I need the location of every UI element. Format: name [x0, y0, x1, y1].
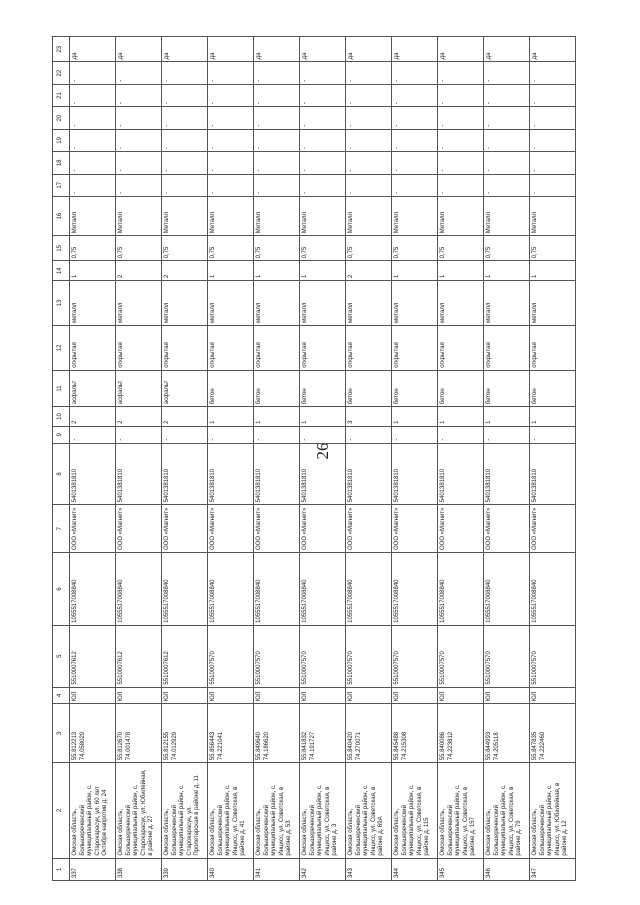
table-row — [208, 37, 254, 881]
table-cell: 1055517008840 — [254, 552, 300, 625]
table-cell: 339 — [162, 858, 208, 880]
table-cell: ООО «Магнит» — [438, 505, 484, 553]
table-cell: - — [116, 107, 162, 129]
table-row — [438, 37, 484, 881]
table-cell: 346 — [484, 858, 530, 880]
table-row — [346, 37, 392, 881]
table-cell: Омская область, Большереченский муниципальный район, с. Старокарасук, ул. 60 лет Октября напротив д. 24 — [70, 763, 116, 858]
table-cell: 1 — [392, 261, 438, 281]
table-cell: металл — [530, 281, 576, 326]
table-cell: 1 — [208, 407, 254, 427]
table-cell: 1 — [392, 407, 438, 427]
table-cell: 1 — [70, 261, 116, 281]
table-cell: Омская область, Большереченский муниципальный район, с. Инцисс, ул. Советская, в районе д. 157 — [438, 763, 484, 858]
table-cell: 1 — [254, 261, 300, 281]
table-cell: открытая — [438, 325, 484, 370]
header-cell: 8 — [53, 443, 70, 505]
table-cell: - — [484, 107, 530, 129]
table-row — [254, 37, 300, 881]
table-cell: 1 — [438, 407, 484, 427]
header-cell: 23 — [53, 37, 70, 62]
table-cell: 55.840420 74.270071 — [346, 704, 392, 763]
table-row — [392, 37, 438, 881]
table-cell: Омская область, Большереченский муниципальный район, с. Старокарасук, ул. Пролетарская в районе д. 11 — [162, 763, 208, 858]
table-cell: - — [162, 152, 208, 174]
table-cell: Омская область, Большереченский муниципальный район, с. Инцисс, ул. Советская, в районе д. 69А — [346, 763, 392, 858]
table-cell: - — [392, 426, 438, 443]
table-cell: металл — [254, 281, 300, 326]
table-cell: - — [484, 84, 530, 106]
table-cell: бетон — [254, 370, 300, 406]
table-cell: 5401381810 — [254, 443, 300, 505]
table-cell: открытая — [70, 325, 116, 370]
table-cell: открытая — [162, 325, 208, 370]
table-cell: - — [254, 426, 300, 443]
table-cell: - — [70, 152, 116, 174]
table-cell: 55.847835 74.222460 — [530, 704, 576, 763]
header-cell: 3 — [53, 704, 70, 763]
table-cell: - — [530, 84, 576, 106]
table-cell: 2 — [116, 261, 162, 281]
table-cell: - — [254, 152, 300, 174]
table-cell: - — [392, 107, 438, 129]
table-cell: 5401381810 — [392, 443, 438, 505]
table-cell: асфальт — [116, 370, 162, 406]
table-cell: открытая — [208, 325, 254, 370]
table-cell: - — [438, 174, 484, 196]
table-cell: - — [392, 152, 438, 174]
table-cell: 338 — [116, 858, 162, 880]
table-cell: 1 — [484, 407, 530, 427]
header-row — [53, 37, 70, 881]
table-cell: 2 — [162, 261, 208, 281]
table-row — [300, 37, 346, 881]
table-cell: - — [208, 107, 254, 129]
table-cell: - — [254, 62, 300, 84]
table-cell: 5401381810 — [70, 443, 116, 505]
table-cell: - — [530, 426, 576, 443]
table-cell: 2 — [116, 407, 162, 427]
table-cell: - — [484, 174, 530, 196]
table-cell: 0,75 — [530, 236, 576, 261]
header-cell: 11 — [53, 370, 70, 406]
header-cell: 19 — [53, 129, 70, 151]
table-cell: ООО «Магнит» — [116, 505, 162, 553]
header-cell: 17 — [53, 174, 70, 196]
table-cell: 55.849640 74.186620 — [254, 704, 300, 763]
table-cell: 1 — [254, 407, 300, 427]
table-cell: Омская область, Большереченский муниципальный район, с. Инцисс, ул. Советская, в районе д. 41 — [208, 763, 254, 858]
table-cell: - — [346, 152, 392, 174]
table-cell: 3 — [346, 407, 392, 427]
table-cell: - — [300, 426, 346, 443]
table-row — [530, 37, 576, 881]
table-cell: - — [70, 174, 116, 196]
table-cell: 5401381810 — [162, 443, 208, 505]
table-cell: ООО «Магнит» — [70, 505, 116, 553]
table-cell: 343 — [346, 858, 392, 880]
table-cell: 5510007570 — [530, 625, 576, 687]
table-cell: Металл — [254, 196, 300, 235]
table-cell: ЮЛ — [300, 687, 346, 704]
table-cell: ООО «Магнит» — [208, 505, 254, 553]
table-cell: 0,75 — [254, 236, 300, 261]
header-cell: 6 — [53, 552, 70, 625]
table-cell: Металл — [530, 196, 576, 235]
table-cell: Металл — [208, 196, 254, 235]
table-cell: металл — [116, 281, 162, 326]
page-number: 26 — [313, 442, 332, 460]
table-cell: - — [208, 426, 254, 443]
table-cell: ООО «Магнит» — [300, 505, 346, 553]
table-cell: да — [208, 37, 254, 62]
table-cell: - — [438, 152, 484, 174]
table-cell: 55.812213 74.058029 — [70, 704, 116, 763]
table-cell: Металл — [346, 196, 392, 235]
table-cell: ООО «Магнит» — [392, 505, 438, 553]
table-cell: 55.840086 74.223812 — [438, 704, 484, 763]
table-cell: Омская область, Большереченский муниципальный район, с. Инцисс, ул. Советская, в районе д. 115 — [392, 763, 438, 858]
table-row — [116, 37, 162, 881]
table-cell: - — [346, 107, 392, 129]
table-cell: - — [70, 107, 116, 129]
table-cell: металл — [300, 281, 346, 326]
table-cell: - — [346, 129, 392, 151]
table-cell: Металл — [392, 196, 438, 235]
table-cell: да — [530, 37, 576, 62]
header-cell: 22 — [53, 62, 70, 84]
table-cell: 1 — [208, 261, 254, 281]
table-cell: 0,75 — [162, 236, 208, 261]
table-cell: - — [530, 174, 576, 196]
table-cell: ООО «Магнит» — [162, 505, 208, 553]
table-cell: 0,75 — [438, 236, 484, 261]
table-cell: 2 — [70, 407, 116, 427]
table-cell: - — [116, 129, 162, 151]
table-cell: - — [162, 84, 208, 106]
table-cell: - — [484, 152, 530, 174]
table-cell: - — [484, 62, 530, 84]
table-cell: 1 — [300, 261, 346, 281]
table-cell: - — [438, 129, 484, 151]
header-cell: 13 — [53, 281, 70, 326]
table-cell: асфальт — [70, 370, 116, 406]
table-cell: 1 — [484, 261, 530, 281]
table-cell: ЮЛ — [162, 687, 208, 704]
table-cell: открытая — [530, 325, 576, 370]
table-cell: 0,75 — [484, 236, 530, 261]
table-cell: - — [392, 84, 438, 106]
table-row — [484, 37, 530, 881]
table-cell: - — [438, 84, 484, 106]
table-cell: ЮЛ — [530, 687, 576, 704]
table-cell: 2 — [346, 261, 392, 281]
table-row — [70, 37, 116, 881]
table-cell: металл — [346, 281, 392, 326]
table-cell: 5401381810 — [116, 443, 162, 505]
table-cell: бетон — [530, 370, 576, 406]
table-cell: 337 — [70, 858, 116, 880]
table-cell: 347 — [530, 858, 576, 880]
table-cell: 5510007570 — [346, 625, 392, 687]
table-cell: ЮЛ — [116, 687, 162, 704]
table-cell: ООО «Магнит» — [530, 505, 576, 553]
table-cell: открытая — [484, 325, 530, 370]
table-cell: - — [300, 174, 346, 196]
table-cell: асфальт — [162, 370, 208, 406]
table-cell: открытая — [254, 325, 300, 370]
table-cell: ООО «Магнит» — [254, 505, 300, 553]
table-cell: открытая — [300, 325, 346, 370]
table-cell: 340 — [208, 858, 254, 880]
table-cell: Омская область, Большереченский муниципальный район, с. Старокарасук, ул. Юбилейная, в районе д. 27 — [116, 763, 162, 858]
table-cell: - — [438, 107, 484, 129]
table-cell: 1 — [438, 261, 484, 281]
table-cell: - — [392, 129, 438, 151]
table-cell: 0,75 — [300, 236, 346, 261]
table-cell: - — [300, 62, 346, 84]
table-row — [162, 37, 208, 881]
table-cell: 342 — [300, 858, 346, 880]
table-cell: 55.844993 74.205118 — [484, 704, 530, 763]
table-cell: 1055517008840 — [162, 552, 208, 625]
table-cell: 5510007570 — [300, 625, 346, 687]
table-cell: да — [70, 37, 116, 62]
table-cell: Металл — [484, 196, 530, 235]
table-cell: - — [208, 174, 254, 196]
table-cell: 5401381810 — [300, 443, 346, 505]
table-cell: бетон — [300, 370, 346, 406]
table-cell: - — [392, 62, 438, 84]
table-cell: да — [254, 37, 300, 62]
table-cell: - — [162, 62, 208, 84]
header-cell: 21 — [53, 84, 70, 106]
table-cell: 1055517008840 — [484, 552, 530, 625]
table-cell: 344 — [392, 858, 438, 880]
table-cell: - — [300, 129, 346, 151]
table-cell: - — [300, 152, 346, 174]
table-cell: 1 — [530, 407, 576, 427]
table-cell: 1055517008840 — [300, 552, 346, 625]
table-cell: - — [208, 129, 254, 151]
table-cell: - — [116, 84, 162, 106]
table-cell: 1055517008840 — [346, 552, 392, 625]
table-cell: Металл — [162, 196, 208, 235]
table-cell: 55.856443 74.221041 — [208, 704, 254, 763]
table-cell: 5510007570 — [438, 625, 484, 687]
table-cell: - — [346, 174, 392, 196]
table-cell: - — [484, 426, 530, 443]
table-cell: Металл — [300, 196, 346, 235]
table-cell: - — [254, 84, 300, 106]
header-cell: 14 — [53, 261, 70, 281]
table-cell: ЮЛ — [484, 687, 530, 704]
header-cell: 9 — [53, 426, 70, 443]
table-cell: - — [162, 426, 208, 443]
table-cell: 5401381810 — [530, 443, 576, 505]
header-cell: 12 — [53, 325, 70, 370]
table-cell: 1055517008840 — [438, 552, 484, 625]
table-body — [53, 37, 576, 881]
table-cell: - — [162, 107, 208, 129]
table-cell: - — [530, 107, 576, 129]
register-table — [52, 36, 576, 881]
table-cell: бетон — [392, 370, 438, 406]
table-cell: металл — [208, 281, 254, 326]
table-cell: - — [116, 62, 162, 84]
table-cell: - — [438, 62, 484, 84]
table-cell: - — [530, 129, 576, 151]
table-cell: бетон — [438, 370, 484, 406]
table-cell: 55.812155 74.012929 — [162, 704, 208, 763]
table-cell: - — [530, 152, 576, 174]
table-cell: 5401381810 — [346, 443, 392, 505]
table-cell: - — [70, 62, 116, 84]
table-cell: - — [208, 62, 254, 84]
table-cell: 2 — [162, 407, 208, 427]
register-table-wrapper — [52, 36, 584, 881]
table-cell: ООО «Магнит» — [484, 505, 530, 553]
table-cell: - — [116, 152, 162, 174]
table-cell: Металл — [116, 196, 162, 235]
table-cell: - — [530, 62, 576, 84]
table-cell: 5401381810 — [438, 443, 484, 505]
table-cell: Омская область, Большереченский муниципальный район, с. Инцисс, ул. Советская, в районе д. 3 — [300, 763, 346, 858]
table-cell: да — [300, 37, 346, 62]
table-cell: бетон — [208, 370, 254, 406]
table-cell: 345 — [438, 858, 484, 880]
table-cell: ЮЛ — [70, 687, 116, 704]
table-cell: - — [162, 129, 208, 151]
table-cell: - — [208, 84, 254, 106]
table-cell: 55.845488 74.215308 — [392, 704, 438, 763]
table-cell: - — [346, 426, 392, 443]
table-cell: металл — [438, 281, 484, 326]
table-cell: 5510007612 — [116, 625, 162, 687]
header-cell: 2 — [53, 763, 70, 858]
table-cell: - — [162, 174, 208, 196]
table-cell: открытая — [346, 325, 392, 370]
table-cell: 1055517008840 — [208, 552, 254, 625]
table-cell: - — [438, 426, 484, 443]
table-cell: да — [484, 37, 530, 62]
table-cell: открытая — [392, 325, 438, 370]
table-cell: да — [116, 37, 162, 62]
table-cell: Омская область, Большереченский муниципальный район, с. Инцисс, ул. Советская, в районе д. 53 — [254, 763, 300, 858]
table-cell: - — [254, 174, 300, 196]
table-cell: 0,75 — [392, 236, 438, 261]
table-cell: 5510007570 — [254, 625, 300, 687]
table-cell: металл — [70, 281, 116, 326]
table-cell: 55.841832 74.191727 — [300, 704, 346, 763]
table-cell: Металл — [438, 196, 484, 235]
table-cell: - — [254, 107, 300, 129]
table-cell: 0,75 — [208, 236, 254, 261]
table-cell: Омская область, Большереченский муниципальный район, с. Инцисс, ул. Советская, в районе д. 79 — [484, 763, 530, 858]
header-cell: 18 — [53, 152, 70, 174]
table-cell: Омская область, Большереченский муниципальный район, с. Инцисс, ул. Юбилейная, в районе д. 12 — [530, 763, 576, 858]
table-cell: Металл — [70, 196, 116, 235]
table-cell: 55.812670 74.001478 — [116, 704, 162, 763]
header-cell: 15 — [53, 236, 70, 261]
table-cell: - — [208, 152, 254, 174]
table-cell: бетон — [484, 370, 530, 406]
table-cell: - — [116, 426, 162, 443]
table-cell: ЮЛ — [438, 687, 484, 704]
table-cell: да — [392, 37, 438, 62]
table-cell: - — [70, 129, 116, 151]
table-cell: 5401381810 — [484, 443, 530, 505]
table-cell: ЮЛ — [392, 687, 438, 704]
table-cell: - — [484, 129, 530, 151]
table-cell: да — [438, 37, 484, 62]
header-cell: 20 — [53, 107, 70, 129]
table-cell: ЮЛ — [346, 687, 392, 704]
table-cell: металл — [484, 281, 530, 326]
table-cell: ООО «Магнит» — [346, 505, 392, 553]
table-cell: металл — [392, 281, 438, 326]
table-cell: 1055517008840 — [530, 552, 576, 625]
table-cell: да — [346, 37, 392, 62]
table-cell: - — [116, 174, 162, 196]
header-cell: 4 — [53, 687, 70, 704]
table-cell: - — [70, 84, 116, 106]
table-cell: открытая — [116, 325, 162, 370]
table-cell: 5510007570 — [392, 625, 438, 687]
table-cell: - — [346, 62, 392, 84]
table-cell: 1055517008840 — [392, 552, 438, 625]
table-cell: - — [346, 84, 392, 106]
table-cell: - — [300, 84, 346, 106]
table-cell: 341 — [254, 858, 300, 880]
table-cell: металл — [162, 281, 208, 326]
table-cell: - — [70, 426, 116, 443]
table-cell: ЮЛ — [208, 687, 254, 704]
table-cell: 1055517008840 — [70, 552, 116, 625]
table-cell: да — [162, 37, 208, 62]
header-cell: 10 — [53, 407, 70, 427]
table-cell: 5401381810 — [208, 443, 254, 505]
header-cell: 5 — [53, 625, 70, 687]
table-cell: 1055517008840 — [116, 552, 162, 625]
table-cell: 5510007612 — [70, 625, 116, 687]
table-cell: бетон — [346, 370, 392, 406]
header-cell: 7 — [53, 505, 70, 553]
table-cell: - — [392, 174, 438, 196]
table-cell: 0,75 — [116, 236, 162, 261]
table-cell: 5510007570 — [484, 625, 530, 687]
header-cell: 1 — [53, 858, 70, 880]
table-cell: - — [254, 129, 300, 151]
table-cell: 0,75 — [70, 236, 116, 261]
table-cell: 0,75 — [346, 236, 392, 261]
table-cell: 5510007612 — [162, 625, 208, 687]
table-cell: 5510007570 — [208, 625, 254, 687]
table-cell: 1 — [530, 261, 576, 281]
table-cell: 1 — [300, 407, 346, 427]
header-cell: 16 — [53, 196, 70, 235]
table-cell: ЮЛ — [254, 687, 300, 704]
table-cell: - — [300, 107, 346, 129]
